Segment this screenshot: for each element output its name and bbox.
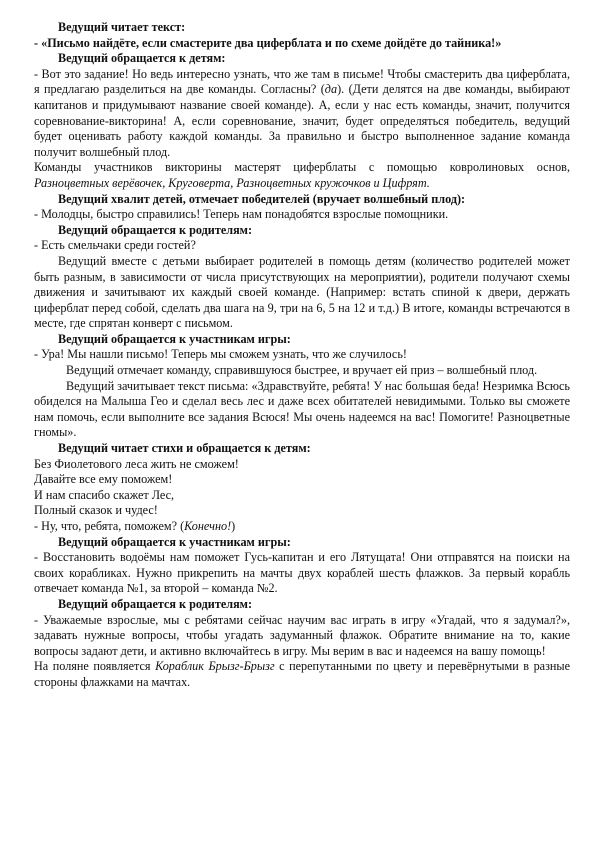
text-run: И нам спасибо скажет Лес,	[34, 487, 175, 502]
paragraph	[34, 363, 570, 379]
italic-text: Конечно!	[184, 519, 232, 533]
paragraph	[34, 51, 570, 67]
paragraph	[34, 160, 570, 191]
text-run: )	[231, 519, 236, 533]
paragraph	[34, 613, 570, 660]
paragraph	[34, 659, 570, 690]
text-run: Ведущий читает текст:	[58, 20, 186, 34]
text-run: Полный сказок и чудес!	[34, 503, 158, 518]
text-run: Ведущий обращается к родителям:	[58, 596, 253, 611]
text-run: Ведущий обращается к участникам игры:	[58, 331, 291, 346]
paragraph	[34, 488, 570, 504]
text-run: Ведущий отмечает команду, справившуюся быстрее, и вручает ей приз – волшебный плод.	[66, 363, 538, 378]
text-run: На поляне появляется	[34, 659, 156, 674]
text-run: Ведущий обращается к родителям:	[58, 222, 253, 237]
paragraph	[34, 332, 570, 348]
paragraph	[34, 238, 570, 254]
text-run: ). (Дети делятся на две команды, выбирают капитанов и придумывают название своей команде). А, если у нас есть команды, значит, получится соревнование-викторина! А, если соревнование, значит, будет определяться победитель, ведущий будет оценивать работу каждой команды. За правильно и быстро выполненное задание команда получит волшебный плод.	[34, 82, 570, 159]
text-run: Давайте все ему поможем!	[34, 472, 173, 487]
paragraph	[34, 379, 570, 441]
italic-text: да	[324, 82, 338, 97]
text-run: - Ну, что, ребята, поможем? (	[34, 519, 185, 533]
paragraph	[34, 254, 570, 332]
text-run: - Восстановить водоёмы нам поможет Гусь-капитан и его Лятущата! Они отправятся на поиски на своих корабликах. Нужно прикрепить на мачты двух кораблей шесть флажков. За первый корабль отвечает команда №1, за второй – команда №2.	[34, 550, 570, 596]
text-run: Ведущий обращается к детям:	[58, 51, 226, 66]
paragraph	[34, 503, 570, 519]
paragraph	[34, 472, 570, 488]
text-run: Ведущий вместе с детьми выбирает родителей в помощь детям (количество родителей может быть разным, в зависимости от числа присутствующих на мероприятии), родители получают схемы движения и зачитывают их каждый своей команде. (Например: встать спиной к двери, держать циферблат перед собой, сделать два шага на 9, три на 6, 5 на 12 и т.д.) В итоге, команды встречаются в месте, где спрятан конверт с письмом.	[34, 253, 570, 331]
text-run: - Есть смельчаки среди гостей?	[34, 238, 196, 253]
text-run: - Молодцы, быстро справились! Теперь нам понадобятся взрослые помощники.	[34, 207, 449, 222]
text-run: - «Письмо найдёте, если смастерите два циферблата и по схеме дойдёте до тайника!»	[34, 35, 502, 50]
paragraph	[34, 347, 570, 363]
paragraph	[34, 207, 570, 223]
italic-text: Разноцветных верёвочек, Круговерта, Разноцветных кружочков и Цифрят.	[34, 175, 430, 190]
paragraph	[34, 457, 570, 473]
text-run: - Уважаемые взрослые, мы с ребятами сейчас научим вас играть в игру «Угадай, что я задумал?», задавать нужные вопросы, чтобы угадать задуманный флажок. Обратите внимание на то, какие вопросы задают дети, и активно включайтесь в игру. Мы верим в вас и надеемся на вашу помощь!	[34, 612, 570, 658]
text-run: - Ура! Мы нашли письмо! Теперь мы сможем узнать, что же случилось!	[34, 347, 407, 362]
paragraph	[34, 519, 570, 535]
paragraph	[34, 67, 570, 161]
text-run: Без Фиолетового леса жить не сможем!	[34, 456, 239, 471]
text-run: Ведущий зачитывает текст письма: «Здравствуйте, ребята! У нас большая беда! Незримка Всюсь обиделся на Малыша Гео и сделал весь лес и даже всех обитателей невидимыми. Только вы сможете нам помочь, если выполните все задания Всюся! Мы очень надеемся на вас! Помогите! Разноцветные гномы».	[34, 378, 570, 440]
paragraph	[34, 441, 570, 457]
paragraph	[34, 36, 570, 52]
italic-text: Кораблик Брызг-Брызг	[155, 659, 275, 674]
document-page	[34, 20, 570, 691]
paragraph	[34, 550, 570, 597]
text-run: - Вот это задание! Но ведь интересно узнать, что же там в письме! Чтобы смастерить два циферблата, я предлагаю разделиться на две команды. Согласны? (	[34, 66, 570, 97]
paragraph	[34, 223, 570, 239]
text-run: Команды участников викторины мастерят циферблаты с помощью ковролиновых основ,	[34, 160, 570, 175]
paragraph	[34, 20, 570, 36]
paragraph	[34, 192, 570, 208]
paragraph	[34, 597, 570, 613]
paragraph	[34, 535, 570, 551]
text-run: Ведущий обращается к участникам игры:	[58, 534, 291, 549]
text-run: Ведущий читает стихи и обращается к детям:	[58, 441, 311, 456]
text-run: с перепутанными по цвету и перевёрнутыми в разные стороны флажками на мачтах.	[34, 659, 571, 689]
text-run: Ведущий хвалит детей, отмечает победителей (вручает волшебный плод):	[58, 191, 466, 206]
